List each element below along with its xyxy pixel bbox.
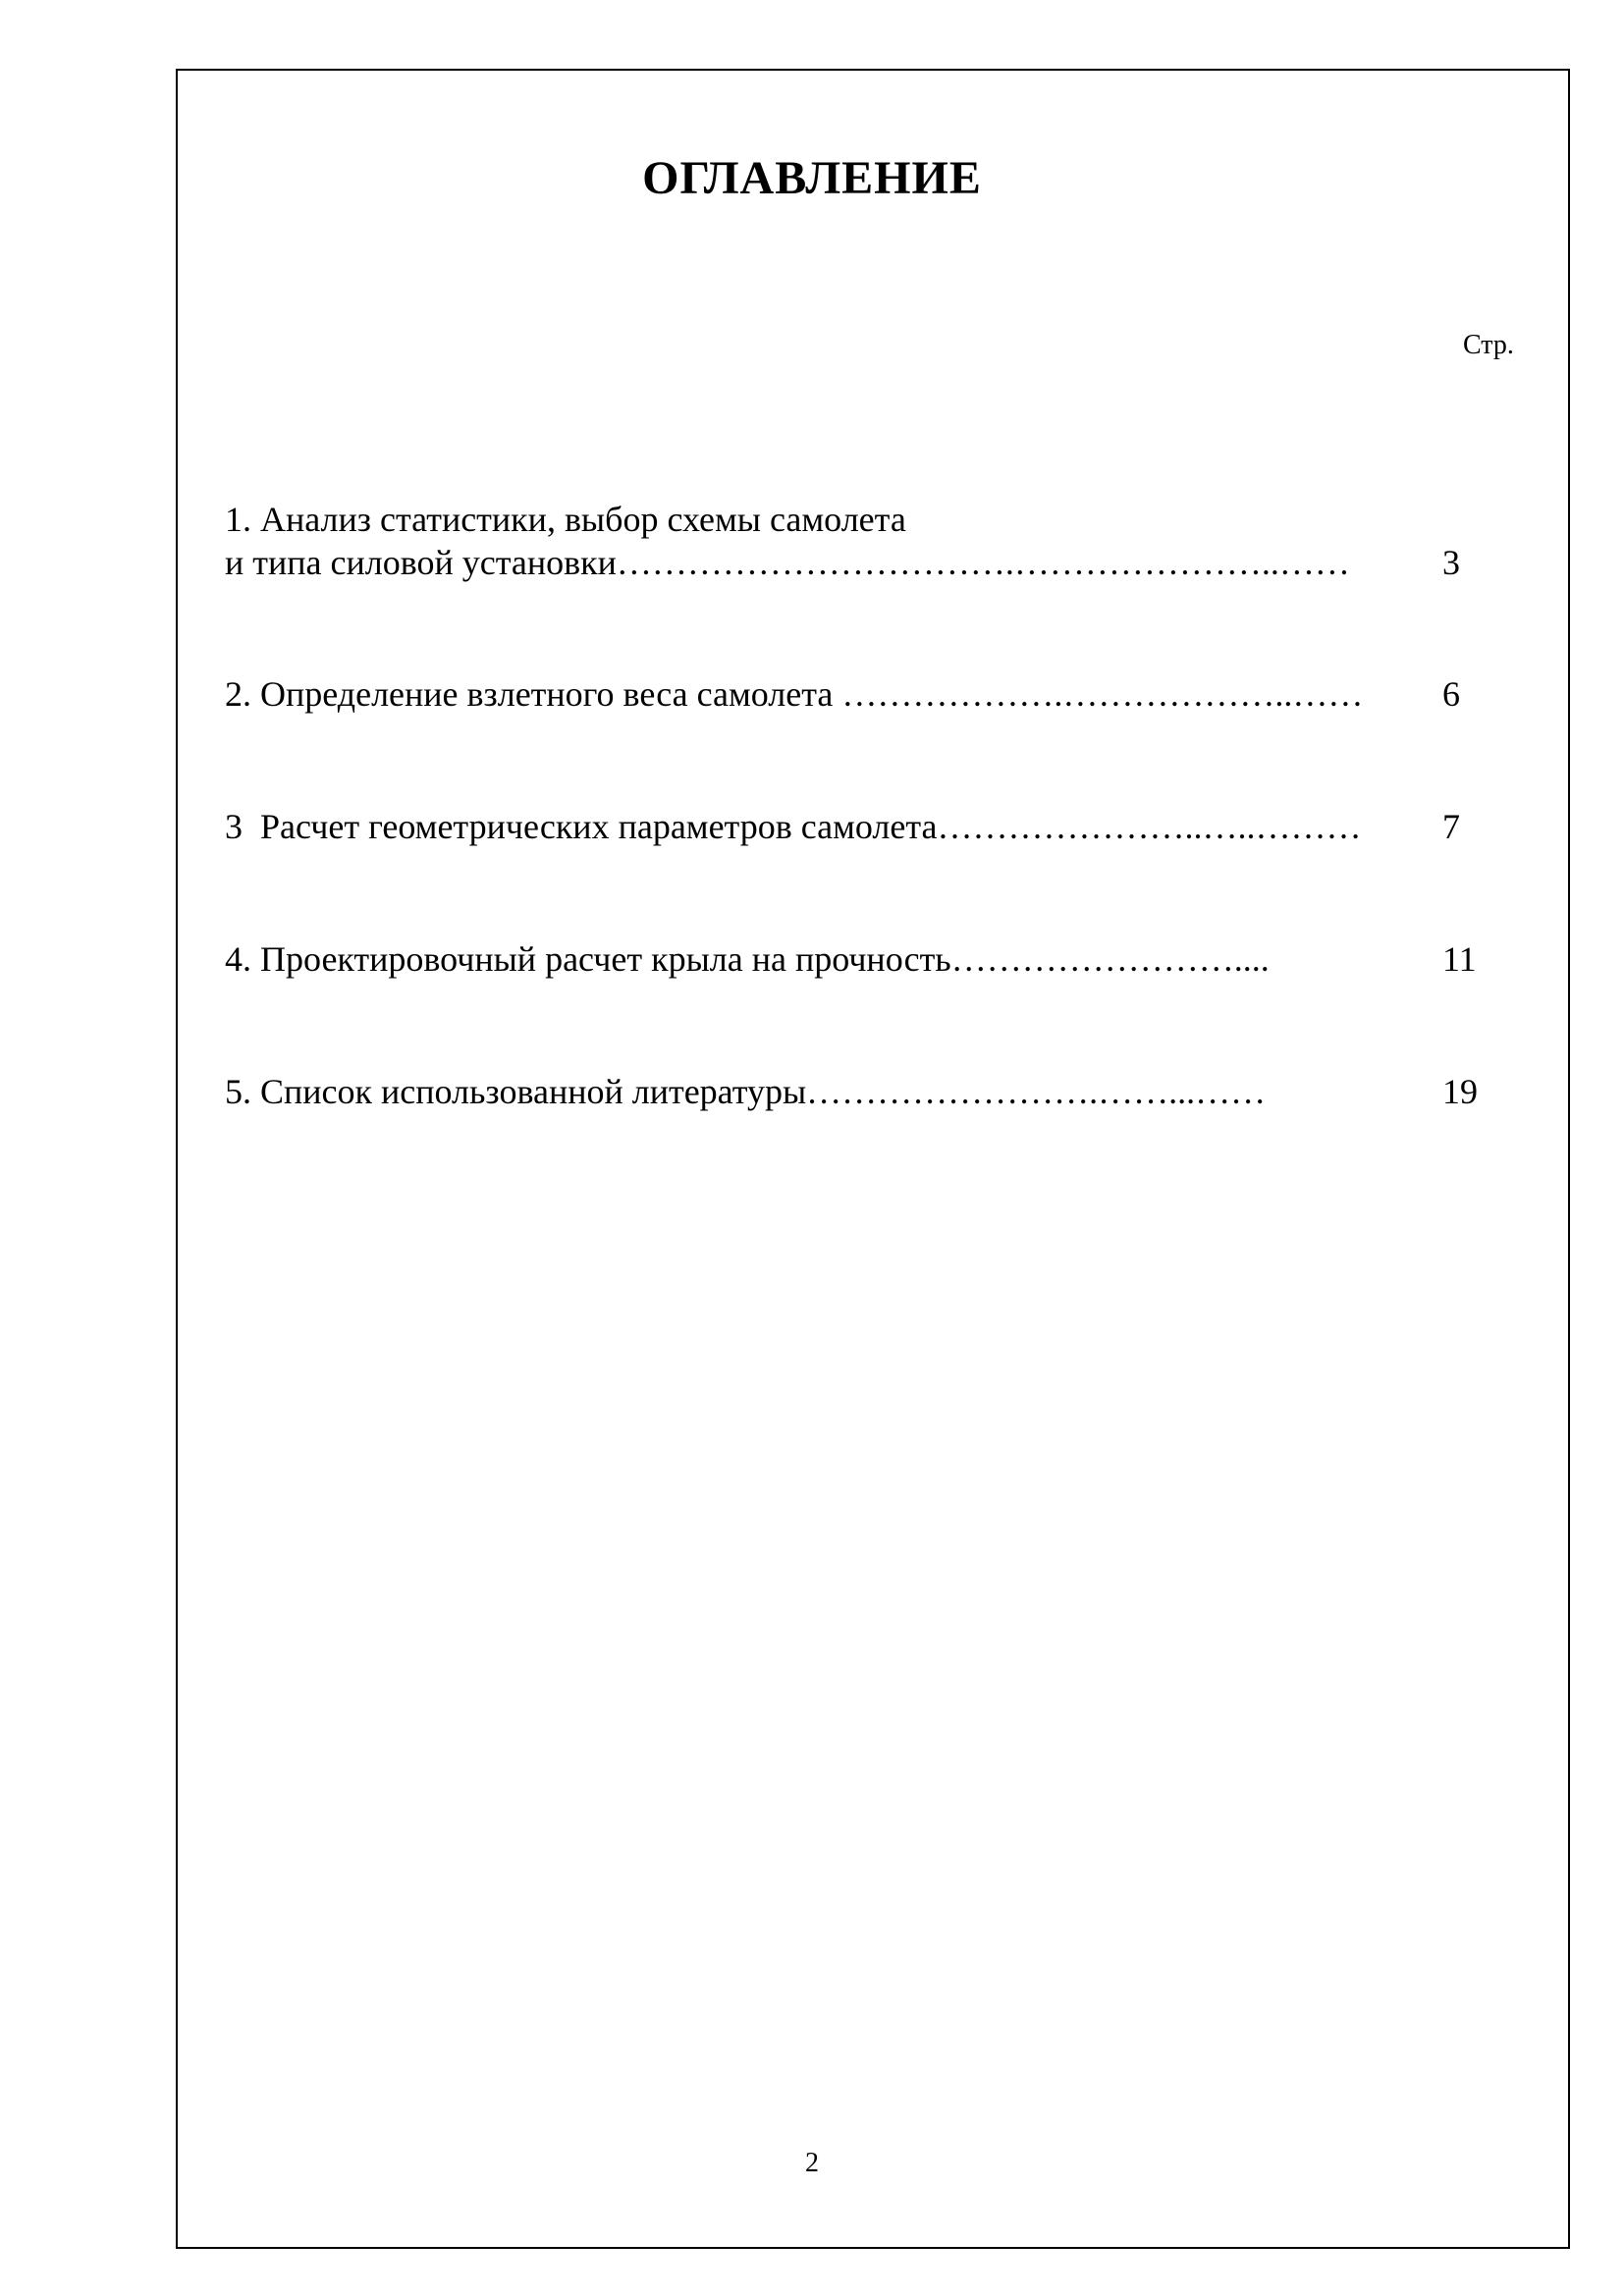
toc-entry-2 (225, 676, 1363, 712)
page-column-header: Стр. (1463, 330, 1514, 360)
toc-entry-4-page: 11 (1442, 939, 1477, 979)
toc-entry-1-line-1: 1. Анализ статистики, выбор схемы самолета (225, 500, 906, 539)
toc-entry-4 (225, 941, 1270, 977)
toc-entry-1 (225, 502, 1350, 580)
toc-entry-3-line-1: 3 Расчет геометрических параметров самолета…………………..…..……… (225, 807, 1362, 846)
toc-entry-5-page: 19 (1442, 1072, 1478, 1111)
page-number: 2 (805, 2148, 819, 2178)
toc-entry-3-page: 7 (1442, 807, 1460, 846)
toc-entry-5 (225, 1074, 1266, 1109)
document-title: ОГЛАВЛЕНИЕ (642, 152, 982, 204)
toc-entry-3 (225, 809, 1362, 844)
toc-entry-4-line-1: 4. Проектировочный расчет крыла на прочность…………………….... (225, 939, 1270, 979)
toc-entry-1-line-2: и типа силовой установки…………………………….…………………..…… (225, 543, 1350, 582)
page-border (176, 69, 1570, 2249)
toc-entry-2-line-1: 2. Определение взлетного веса самолета ……………….………………..…… (225, 674, 1364, 714)
toc-entry-1-page: 3 (1442, 543, 1460, 582)
toc-entry-5-line-1: 5. Список использованной литературы…………………….……...…… (225, 1072, 1267, 1111)
toc-entry-2-page: 6 (1442, 674, 1460, 714)
